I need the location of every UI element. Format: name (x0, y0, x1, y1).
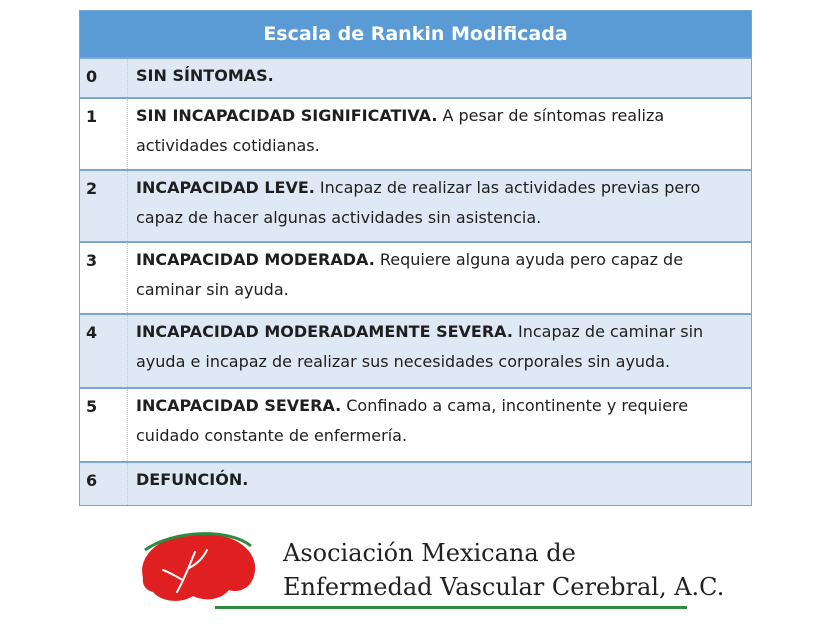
table-row (80, 57, 751, 97)
row-description (128, 59, 751, 97)
row-description (128, 243, 751, 313)
row-number: 3 (80, 243, 128, 313)
brain-icon (133, 528, 263, 608)
table-row (80, 387, 751, 461)
row-text: Requiere alguna ayuda pero capaz de caminar sin ayuda. (136, 250, 684, 299)
row-heading: INCAPACIDAD SEVERA. (136, 396, 342, 415)
row-number: 5 (80, 389, 128, 461)
row-heading: INCAPACIDAD MODERADAMENTE SEVERA. (136, 322, 513, 341)
row-number: 0 (80, 59, 128, 97)
row-number: 6 (80, 463, 128, 505)
logo-underline (215, 606, 687, 609)
row-number: 2 (80, 171, 128, 241)
row-heading: SIN INCAPACIDAD SIGNIFICATIVA. (136, 106, 438, 125)
table-row (80, 241, 751, 313)
row-description (128, 315, 751, 387)
row-heading: INCAPACIDAD MODERADA. (136, 250, 375, 269)
organization-name-line1: Asociación Mexicana de (283, 539, 576, 567)
table-row (80, 461, 751, 505)
row-description (128, 171, 751, 241)
row-description (128, 99, 751, 169)
row-heading: INCAPACIDAD LEVE. (136, 178, 315, 197)
table-row (80, 97, 751, 169)
row-text: Incapaz de realizar las actividades previas pero capaz de hacer algunas actividades sin asistencia. (136, 178, 701, 227)
row-number: 1 (80, 99, 128, 169)
organization-name-line2: Enfermedad Vascular Cerebral, A.C. (283, 573, 725, 601)
row-text: A pesar de síntomas realiza actividades cotidianas. (136, 106, 665, 155)
row-description (128, 389, 751, 461)
row-description (128, 463, 751, 505)
row-text: Incapaz de caminar sin ayuda e incapaz de realizar sus necesidades corporales sin ayuda. (136, 322, 704, 371)
row-number: 4 (80, 315, 128, 387)
table-row (80, 169, 751, 241)
table-title: Escala de Rankin Modificada (80, 11, 751, 57)
row-heading: SIN SÍNTOMAS. (136, 66, 274, 85)
row-text: Confinado a cama, incontinente y requiere cuidado constante de enfermería. (136, 396, 689, 445)
table-row (80, 313, 751, 387)
rankin-scale-table (79, 10, 752, 506)
organization-name (283, 536, 724, 604)
row-heading: DEFUNCIÓN. (136, 470, 249, 489)
